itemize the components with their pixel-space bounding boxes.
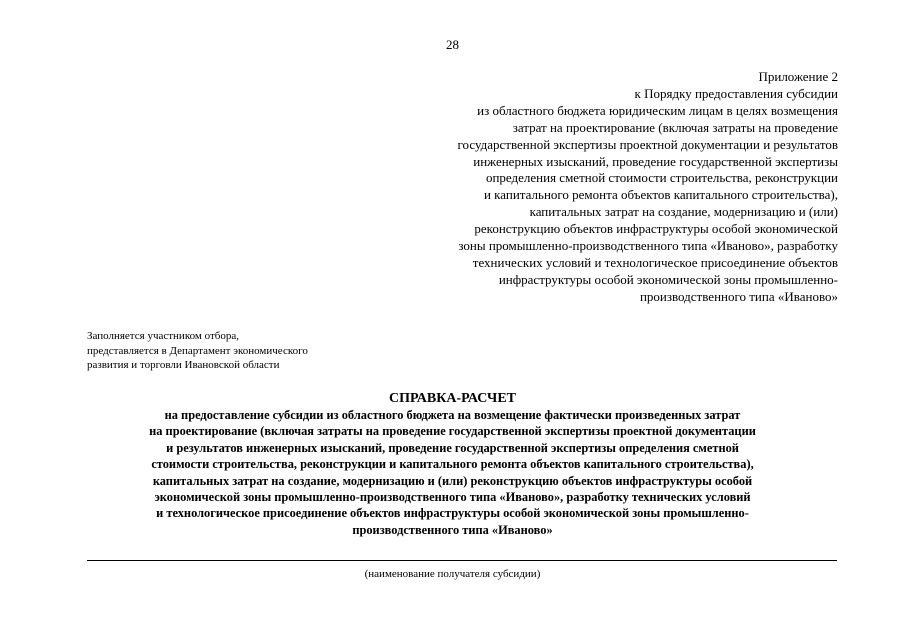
- recipient-name-caption: (наименование получателя субсидии): [364, 568, 541, 580]
- appendix-line: производственного типа «Иваново»: [639, 288, 838, 304]
- note-line: представляется в Департамент экономического: [87, 344, 308, 357]
- appendix-line: к Порядку предоставления субсидии: [634, 85, 838, 101]
- appendix-line: определения сметной стоимости строительства, реконструкции: [485, 170, 838, 186]
- appendix-line: реконструкцию объектов инфраструктуры особой экономической: [474, 221, 838, 237]
- appendix-line: из областного бюджета юридическим лицам в целях возмещения: [477, 102, 838, 118]
- subtitle-line: экономической зоны промышленно-производственного типа «Иваново», разработку технических условий: [154, 490, 751, 505]
- note-line: Заполняется участником отбора,: [87, 330, 239, 342]
- appendix-line: затрат на проектирование (включая затраты на проведение: [512, 119, 838, 135]
- appendix-line: технических условий и технологическое присоединение объектов: [472, 254, 838, 270]
- subtitle-line: стоимости строительства, реконструкции и капитального ремонта объектов капитального строительства),: [151, 457, 754, 472]
- appendix-line: инженерных изысканий, проведение государственной экспертизы: [473, 153, 838, 169]
- appendix-header: [358, 69, 838, 306]
- page-number: 28: [446, 37, 459, 52]
- document-title: СПРАВКА-РАСЧЕТ: [388, 391, 517, 406]
- appendix-line: Приложение 2: [758, 69, 838, 84]
- subtitle-line: капитальных затрат на создание, модернизацию и (или) реконструкцию объектов инфраструктуры особой: [152, 473, 753, 488]
- subtitle-line: производственного типа «Иваново»: [352, 522, 553, 537]
- subtitle-line: на предоставление субсидии из областного бюджета на возмещение фактически произведенных затрат: [164, 408, 741, 422]
- note-line: развития и торговли Ивановской области: [87, 359, 280, 371]
- appendix-line: зоны промышленно-производственного типа «Иваново», разработку: [458, 238, 838, 254]
- document-subtitle: [0, 407, 905, 538]
- fill-instruction-note: [87, 329, 308, 373]
- subtitle-line: на проектирование (включая затраты на проведение государственной экспертизы проектной документации: [149, 424, 756, 439]
- subtitle-line: и технологическое присоединение объектов инфраструктуры особой экономической зоны промышленно-: [156, 506, 749, 521]
- subtitle-line: и результатов инженерных изысканий, проведение государственной экспертизы определения сметной: [166, 440, 739, 455]
- recipient-name-line: [87, 560, 837, 561]
- appendix-line: и капитального ремонта объектов капитального строительства),: [483, 187, 838, 203]
- appendix-line: инфраструктуры особой экономической зоны промышленно-: [498, 271, 838, 287]
- appendix-line: государственной экспертизы проектной документации и результатов: [457, 136, 838, 152]
- appendix-line: капитальных затрат на создание, модернизацию и (или): [529, 204, 838, 220]
